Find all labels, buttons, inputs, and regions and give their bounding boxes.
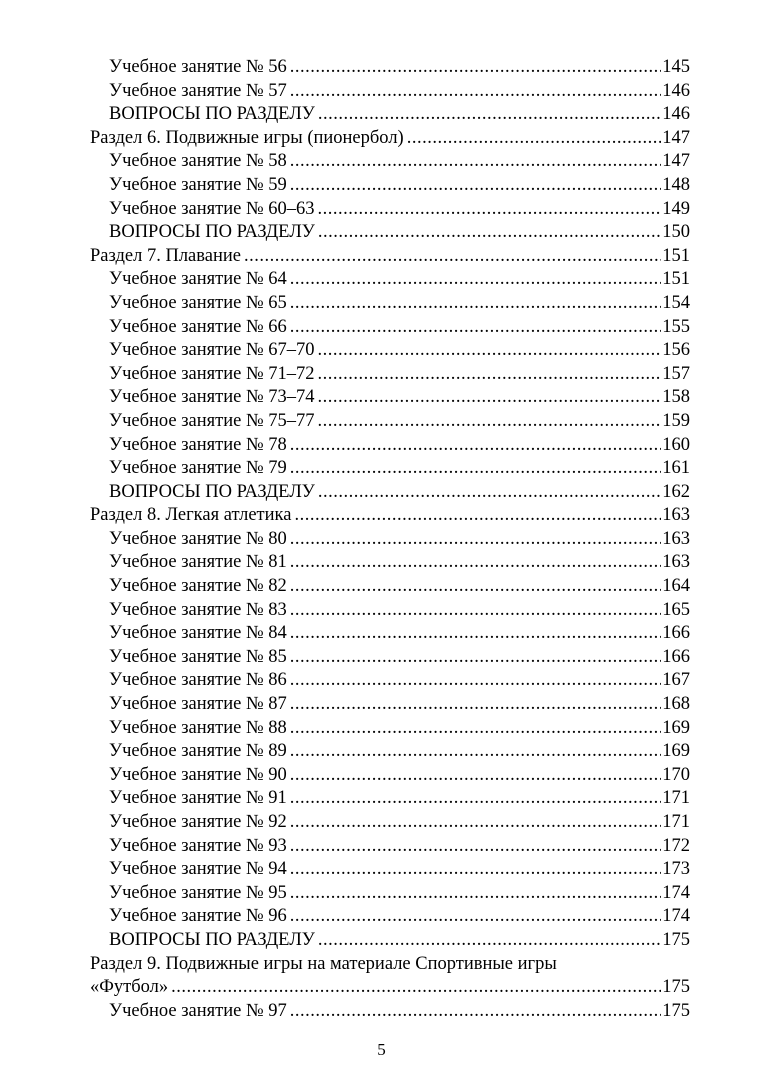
- toc-entry-title: Учебное занятие № 93: [109, 835, 287, 856]
- toc-entry-title: ВОПРОСЫ ПО РАЗДЕЛУ: [109, 481, 315, 502]
- toc-entry-page: 157: [662, 363, 690, 384]
- toc-subentry: [90, 80, 690, 104]
- table-of-contents: [90, 56, 690, 1023]
- toc-entry-page: 155: [662, 316, 690, 337]
- toc-entry-page: 156: [662, 340, 690, 361]
- toc-entry-title: Учебное занятие № 66: [109, 316, 287, 337]
- dot-leader: [318, 363, 662, 387]
- toc-subentry: [90, 835, 690, 859]
- toc-entry-page: 166: [662, 623, 690, 644]
- toc-entry-page: 154: [662, 292, 690, 313]
- toc-entry-title: Учебное занятие № 80: [109, 528, 287, 549]
- toc-entry-title: Учебное занятие № 71–72: [109, 363, 315, 384]
- toc-subentry: [90, 386, 690, 410]
- toc-subentry: [90, 575, 690, 599]
- toc-section-entry: [90, 245, 690, 269]
- toc-entry-title: Учебное занятие № 90: [109, 764, 287, 785]
- toc-subentry: [90, 717, 690, 741]
- toc-entry-page: 172: [662, 835, 690, 856]
- toc-entry-page: 162: [662, 481, 690, 502]
- dot-leader: [290, 717, 661, 741]
- toc-subentry: [90, 292, 690, 316]
- toc-subentry: [90, 103, 690, 127]
- dot-leader: [318, 929, 661, 953]
- toc-entry-title: Учебное занятие № 57: [109, 80, 287, 101]
- toc-entry-page: 164: [662, 576, 690, 597]
- toc-section-entry: [90, 953, 690, 977]
- dot-leader: [290, 882, 661, 906]
- dot-leader: [294, 504, 661, 528]
- dot-leader: [290, 292, 661, 316]
- toc-subentry: [90, 410, 690, 434]
- dot-leader: [290, 787, 661, 811]
- toc-entry-page: 165: [662, 599, 690, 620]
- toc-entry-title: Учебное занятие № 87: [109, 694, 287, 715]
- toc-entry-page: 147: [662, 127, 690, 148]
- toc-entry-page: 173: [662, 859, 690, 880]
- toc-subentry: [90, 1000, 690, 1024]
- dot-leader: [318, 103, 661, 127]
- toc-entry-title: Учебное занятие № 64: [109, 269, 287, 290]
- toc-entry-page: 168: [662, 694, 690, 715]
- toc-entry-page: 175: [662, 929, 690, 950]
- dot-leader: [290, 268, 661, 292]
- toc-entry-page: 175: [662, 977, 690, 998]
- toc-entry-title: Учебное занятие № 89: [109, 741, 287, 762]
- toc-entry-title: ВОПРОСЫ ПО РАЗДЕЛУ: [109, 929, 315, 950]
- dot-leader: [318, 221, 661, 245]
- toc-subentry: [90, 882, 690, 906]
- dot-leader: [290, 80, 661, 104]
- toc-entry-page: 146: [662, 104, 690, 125]
- toc-subentry: [90, 221, 690, 245]
- toc-subentry: [90, 316, 690, 340]
- toc-subentry: [90, 198, 690, 222]
- dot-leader: [318, 339, 662, 363]
- toc-entry-title: Учебное занятие № 82: [109, 576, 287, 597]
- toc-subentry: [90, 174, 690, 198]
- toc-entry-page: 169: [662, 717, 690, 738]
- toc-entry-page: 175: [662, 1000, 690, 1021]
- toc-subentry: [90, 457, 690, 481]
- toc-section-entry: [90, 504, 690, 528]
- toc-subentry: [90, 787, 690, 811]
- toc-subentry: [90, 268, 690, 292]
- dot-leader: [171, 976, 661, 1000]
- toc-subentry: [90, 56, 690, 80]
- toc-entry-title: Учебное занятие № 73–74: [109, 387, 315, 408]
- toc-subentry: [90, 434, 690, 458]
- dot-leader: [318, 386, 662, 410]
- toc-entry-page: 151: [662, 269, 690, 290]
- toc-entry-title: Учебное занятие № 75–77: [109, 410, 315, 431]
- dot-leader: [290, 599, 661, 623]
- toc-entry-page: 167: [662, 670, 690, 691]
- toc-entry-page: 159: [662, 410, 690, 431]
- toc-entry-page: 160: [662, 434, 690, 455]
- toc-entry-title: Учебное занятие № 67–70: [109, 340, 315, 361]
- toc-entry-title: Учебное занятие № 96: [109, 906, 287, 927]
- dot-leader: [290, 575, 661, 599]
- toc-entry-title: Учебное занятие № 81: [109, 552, 287, 573]
- dot-leader: [290, 150, 661, 174]
- dot-leader: [290, 551, 661, 575]
- dot-leader: [318, 481, 661, 505]
- dot-leader: [290, 56, 661, 80]
- toc-subentry: [90, 599, 690, 623]
- toc-subentry: [90, 764, 690, 788]
- toc-entry-page: 148: [662, 174, 690, 195]
- dot-leader: [290, 1000, 661, 1024]
- toc-subentry: [90, 622, 690, 646]
- dot-leader: [290, 693, 661, 717]
- toc-entry-title: Учебное занятие № 94: [109, 859, 287, 880]
- dot-leader: [318, 198, 662, 222]
- toc-entry-page: 171: [662, 788, 690, 809]
- toc-entry-page: 169: [662, 741, 690, 762]
- dot-leader: [244, 245, 661, 269]
- toc-entry-page: 171: [662, 812, 690, 832]
- dot-leader: [290, 905, 661, 929]
- toc-entry-title: Учебное занятие № 85: [109, 646, 287, 667]
- dot-leader: [318, 410, 662, 434]
- toc-entry-page: 150: [662, 222, 690, 243]
- toc-entry-title: ВОПРОСЫ ПО РАЗДЕЛУ: [109, 104, 315, 125]
- toc-entry-title: Учебное занятие № 88: [109, 717, 287, 738]
- dot-leader: [290, 622, 661, 646]
- toc-entry-page: 145: [662, 57, 690, 77]
- toc-entry-page: 163: [662, 552, 690, 573]
- toc-subentry: [90, 929, 690, 953]
- toc-entry-title: Учебное занятие № 97: [109, 1000, 287, 1021]
- toc-entry-page: 163: [662, 528, 690, 549]
- toc-entry-page: 170: [662, 764, 690, 785]
- dot-leader: [290, 811, 661, 835]
- toc-entry-title: Учебное занятие № 83: [109, 599, 287, 620]
- dot-leader: [290, 316, 661, 340]
- toc-subentry: [90, 551, 690, 575]
- dot-leader: [290, 646, 661, 670]
- toc-entry-page: 174: [662, 882, 690, 903]
- toc-subentry: [90, 693, 690, 717]
- toc-entry-title: Учебное занятие № 78: [109, 434, 287, 455]
- toc-entry-page: 161: [662, 458, 690, 479]
- toc-entry-title: ВОПРОСЫ ПО РАЗДЕЛУ: [109, 222, 315, 243]
- toc-entry-title: Раздел 9. Подвижные игры на материале Спортивные игры: [90, 953, 557, 974]
- toc-entry-title: Учебное занятие № 84: [109, 623, 287, 644]
- toc-entry-title: Учебное занятие № 79: [109, 458, 287, 479]
- toc-entry-page: 151: [662, 245, 690, 266]
- toc-subentry: [90, 481, 690, 505]
- toc-subentry: [90, 740, 690, 764]
- toc-section-entry: [90, 127, 690, 151]
- toc-entry-title: Учебное занятие № 65: [109, 292, 287, 313]
- toc-entry-title: Учебное занятие № 59: [109, 174, 287, 195]
- toc-entry-title: Раздел 8. Легкая атлетика: [90, 505, 292, 526]
- toc-subentry: [90, 339, 690, 363]
- toc-entry-page: 163: [662, 505, 690, 526]
- toc-entry-title: Учебное занятие № 86: [109, 670, 287, 691]
- toc-subentry: [90, 528, 690, 552]
- toc-subentry: [90, 646, 690, 670]
- toc-entry-title: Учебное занятие № 58: [109, 151, 287, 172]
- toc-entry-title: Учебное занятие № 56: [109, 57, 287, 77]
- toc-entry-page: 147: [662, 151, 690, 172]
- dot-leader: [290, 740, 661, 764]
- dot-leader: [290, 764, 661, 788]
- toc-entry-title: Учебное занятие № 92: [109, 812, 287, 832]
- dot-leader: [407, 127, 662, 151]
- dot-leader: [290, 528, 661, 552]
- toc-entry-page: 149: [662, 198, 690, 219]
- dot-leader: [290, 457, 661, 481]
- toc-subentry: [90, 150, 690, 174]
- toc-entry-title: Раздел 7. Плавание: [90, 245, 241, 266]
- toc-entry-title: Учебное занятие № 95: [109, 882, 287, 903]
- toc-entry-title: Учебное занятие № 60–63: [109, 198, 315, 219]
- toc-entry-title: «Футбол»: [90, 977, 169, 998]
- toc-entry-page: 146: [662, 80, 690, 101]
- toc-entry-page: 158: [662, 387, 690, 408]
- toc-entry-title: Учебное занятие № 91: [109, 788, 287, 809]
- toc-subentry: [90, 905, 690, 929]
- toc-entry-page: 174: [662, 906, 690, 927]
- dot-leader: [290, 669, 661, 693]
- toc-entry-page: 166: [662, 646, 690, 667]
- toc-subentry: [90, 811, 690, 835]
- dot-leader: [290, 835, 661, 859]
- dot-leader: [290, 434, 661, 458]
- toc-section-entry: [90, 976, 690, 1000]
- toc-subentry: [90, 363, 690, 387]
- toc-entry-title: Раздел 6. Подвижные игры (пионербол): [90, 127, 404, 148]
- toc-subentry: [90, 669, 690, 693]
- dot-leader: [290, 174, 661, 198]
- toc-subentry: [90, 858, 690, 882]
- dot-leader: [290, 858, 661, 882]
- page-number: 5: [377, 1040, 386, 1059]
